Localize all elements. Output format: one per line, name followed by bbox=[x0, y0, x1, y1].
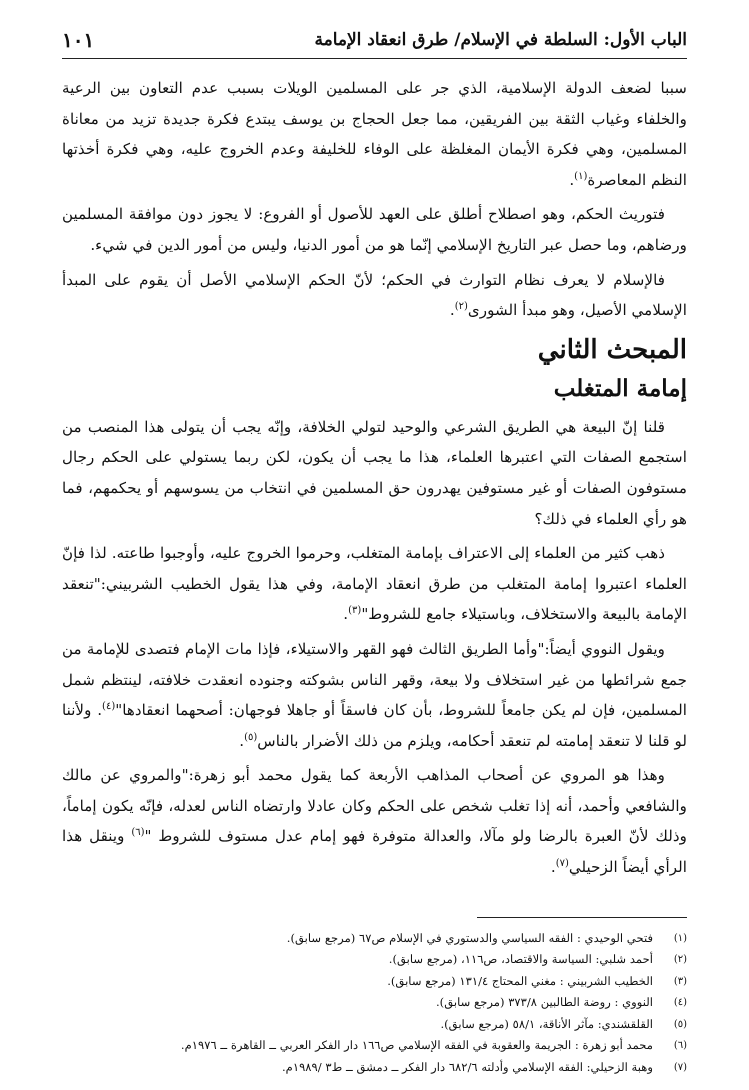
page-header bbox=[62, 28, 687, 59]
page bbox=[62, 28, 687, 1090]
footnote-ref[interactable]: (٣) bbox=[348, 605, 362, 617]
paragraph: قلنا إنّ البيعة هي الطريق الشرعي والوحيد لتولي الخلافة، وإنّه يجب أن يتولى هذا المنصب من استجمع الصفات التي اعتبرها العلماء، هذا ما يجب أن يكون، لكن ربما يستولي على الحكم رجال مستوفون الصفات أو غير مستوفين يهدرون حق المسلمين في انتخاب من يسوسهم أو يحكمهم، فما هو رأي العلماء في ذلك؟ bbox=[62, 417, 687, 528]
footnote-number: (٤) bbox=[673, 997, 687, 1009]
body-text bbox=[62, 73, 687, 883]
footnote: (٣) الخطيب الشربيني : مغني المحتاج ١٣١/٤ (مرجع سابق). bbox=[62, 971, 687, 993]
footnote-number: (٣) bbox=[673, 975, 687, 987]
footnote-divider bbox=[477, 917, 687, 918]
footnote: (٤) النووي : روضة الطالبين ٣٧٣/٨ (مرجع سابق). bbox=[62, 992, 687, 1014]
paragraph: وهذا هو المروي عن أصحاب المذاهب الأربعة كما يقول محمد أبو زهرة:"والمروي عن مالك والشافعي وأحمد، أنه إذا تغلب شخص على الحكم وكان عادلا وارتضاه الناس لعدله، فإنّه يكون إماماً، وذلك لأنّ العبرة بالرضا ولو مآلا، والعدالة متوفرة فهو إمام عدل مستوف للشروط "$^{(٦)}$ وينقل هذا الرأي أيضاً الزحيلي$^{(٧)}$. bbox=[62, 766, 687, 877]
footnote-ref[interactable]: (٦) bbox=[131, 827, 145, 839]
footnote: (٧) وهبة الزحيلي: الفقه الإسلامي وأدلته ٦٨٢/٦ دار الفكر ــ دمشق ــ ط٣ /١٩٨٩م. bbox=[62, 1057, 687, 1079]
footnote-number: (٥) bbox=[673, 1018, 687, 1030]
footnotes bbox=[62, 928, 687, 1079]
footnote-ref[interactable]: (٧) bbox=[555, 858, 569, 869]
footnote: (١) فتحي الوحيدي : الفقه السياسي والدستوري في الإسلام ص٦٧ (مرجع سابق). bbox=[62, 928, 687, 950]
running-head: الباب الأول: السلطة في الإسلام/ طرق انعقاد الإمامة bbox=[314, 30, 687, 50]
footnote-number: (٢) bbox=[673, 954, 687, 966]
footnote-number: (٦) bbox=[673, 1040, 687, 1052]
page-number: ١٠١ bbox=[62, 28, 95, 52]
footnote-ref[interactable]: (٢) bbox=[454, 301, 468, 313]
footnote-number: (١) bbox=[673, 932, 687, 944]
paragraph: فالإسلام لا يعرف نظام التوارث في الحكم؛ لأنّ الحكم الإسلامي الأصل أن يقوم على المبدأ الإسلامي الأصيل، وهو مبدأ الشورى$^{(٢)}$. bbox=[62, 270, 687, 320]
footnote: (٢) أحمد شلبي: السياسة والاقتصاد، ص١١٦، (مرجع سابق). bbox=[62, 949, 687, 971]
paragraph: فتوريث الحكم، وهو اصطلاح أطلق على العهد للأصول أو الفروع: لا يجوز دون موافقة المسلمين ورضاهم، وما حصل عبر التاريخ الإسلامي إنّما هو من أمور الدنيا، وليس من أمور الدين في شيء. bbox=[62, 205, 687, 254]
footnote-number: (٧) bbox=[673, 1061, 687, 1073]
footnote-ref[interactable]: (٥) bbox=[244, 731, 258, 743]
footnote-ref[interactable]: (١) bbox=[574, 170, 588, 182]
footnote: (٦) محمد أبو زهرة : الجريمة والعقوبة في الفقه الإسلامي ص١٦٦ دار الفكر العربي ــ القاهرة ــ ١٩٧٦م. bbox=[62, 1035, 687, 1057]
footnote: (٥) القلقشندي: مآثر الأناقة، ٥٨/١ (مرجع سابق). bbox=[62, 1014, 687, 1036]
paragraph: سببا لضعف الدولة الإسلامية، الذي جر على المسلمين الويلات بسبب عدم التعاون بين الرعية والخلفاء وغياب الثقة بين الفريقين، مما جعل الحجاج بن يوسف يبتدع فكرة جديدة تزيد من معاناة المسلمين، وهي فكرة الأيمان المغلظة على الوفاء للخليفة وعدم الخروج عليه، وهي فكرة أخذتها النظم المعاصرة$^{(١)}$. bbox=[62, 79, 687, 189]
paragraph: ويقول النووي أيضاً:"وأما الطريق الثالث فهو القهر والاستيلاء، فإذا مات الإمام فتصدى للإمامة من جمع شرائطها من غير استخلاف ولا بيعة، وقهر الناس بشوكته وجنوده انعقدت خلافته، لينتظم شمل المسلمين، فإن لم يكن جامعاً للشروط، بأن كان فاسقاً أو جاهلا فوجهان: أصحهما انعقادها"$^{(٤)}$. ولأننا لو قلنا لا تنعقد إمامته لم تنعقد أحكامه، ويلزم من ذلك الأضرار بالناس$^{(٥)}$. bbox=[62, 639, 688, 750]
footnote-ref[interactable]: (٤) bbox=[102, 701, 116, 713]
section-heading: المبحث الثاني bbox=[537, 334, 687, 365]
section-subheading: إمامة المتغلب bbox=[553, 374, 687, 402]
paragraph: ذهب كثير من العلماء إلى الاعتراف بإمامة المتغلب، وحرموا الخروج عليه، وأوجبوا طاعته. لذا فإنّ العلماء اعتبروا إمامة المتغلب من طرق انعقاد الإمامة، وفي هذا يقول الخطيب الشربيني:"تنعقد الإمامة بالبيعة والاستخلاف، وباستيلاء جامع للشروط"$^{(٣)}$. bbox=[62, 544, 687, 624]
